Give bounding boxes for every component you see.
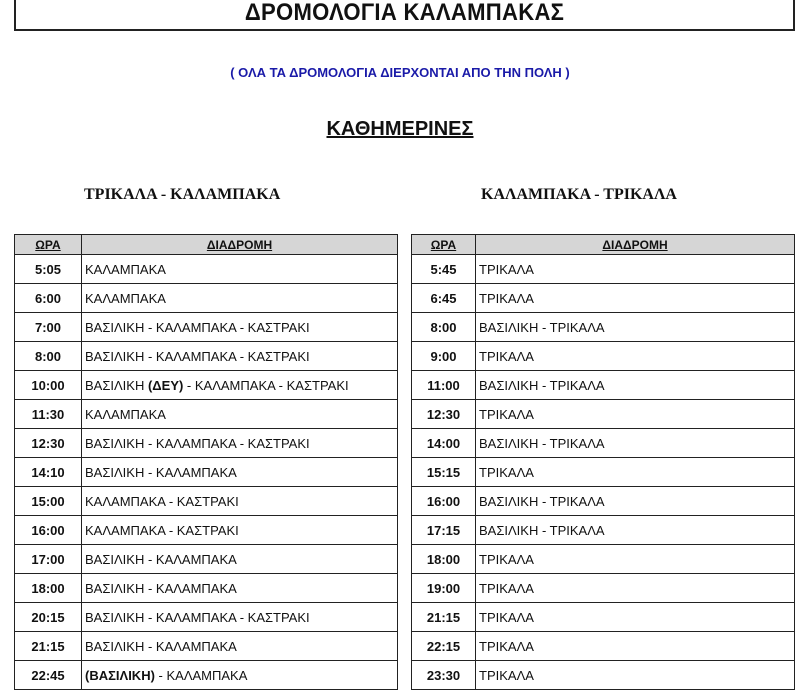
route-text: ΒΑΣΙΛΙΚΗ - ΤΡΙΚΑΛΑ: [479, 377, 605, 393]
departure-time: 17:00: [15, 545, 82, 574]
departure-time: 19:00: [412, 574, 476, 603]
route-text: ΒΑΣΙΛΙΚΗ - ΚΑΛΑΜΠΑΚΑ - ΚΑΣΤΡΑΚΙ: [85, 609, 310, 625]
route-cell: [82, 255, 398, 284]
page-title: ΔΡΟΜΟΛΟΓΙΑ ΚΑΛΑΜΠΑΚΑΣ: [244, 0, 565, 26]
departure-time: 11:00: [412, 371, 476, 400]
route-cell: [476, 516, 795, 545]
departure-time: 14:00: [412, 429, 476, 458]
route-cell: [476, 313, 795, 342]
table-row: [412, 458, 795, 487]
route-cell: [82, 342, 398, 371]
departure-time: 21:15: [15, 632, 82, 661]
departure-time: 7:00: [15, 313, 82, 342]
departure-time: 23:30: [412, 661, 476, 690]
section-heading: ΚΑΘΗΜΕΡΙΝΕΣ: [326, 118, 474, 140]
departure-time: 5:45: [412, 255, 476, 284]
route-text: ΤΡΙΚΑΛΑ: [479, 551, 534, 567]
timetable-trikala-kalampaka: [14, 234, 398, 690]
route-cell: [82, 458, 398, 487]
departure-time: 12:30: [15, 429, 82, 458]
route-cell: [82, 313, 398, 342]
route-text: ΒΑΣΙΛΙΚΗ - ΤΡΙΚΑΛΑ: [479, 435, 605, 451]
table-row: [412, 487, 795, 516]
departure-time: 18:00: [15, 574, 82, 603]
route-text: ΚΑΛΑΜΠΑΚΑ - ΚΑΣΤΡΑΚΙ: [85, 522, 239, 538]
table-row: [412, 255, 795, 284]
table-row: [412, 429, 795, 458]
route-text: ΒΑΣΙΛΙΚΗ - ΚΑΛΑΜΠΑΚΑ: [85, 464, 237, 480]
table-row: [15, 487, 398, 516]
table-row: [15, 313, 398, 342]
route-cell: [82, 632, 398, 661]
departure-time: 21:15: [412, 603, 476, 632]
route-cell: [476, 342, 795, 371]
route-cell: [82, 516, 398, 545]
route-text: ΒΑΣΙΛΙΚΗ - ΚΑΛΑΜΠΑΚΑ - ΚΑΣΤΡΑΚΙ: [85, 348, 310, 364]
departure-time: 16:00: [412, 487, 476, 516]
route-text: ΚΑΛΑΜΠΑΚΑ: [85, 406, 166, 422]
table-row: [15, 255, 398, 284]
table-row: [15, 661, 398, 690]
route-text: ΚΑΛΑΜΠΑΚΑ: [85, 261, 166, 277]
route-cell: [476, 632, 795, 661]
departure-time: 22:15: [412, 632, 476, 661]
route-cell: [476, 574, 795, 603]
table-row: [15, 574, 398, 603]
route-text: ΒΑΣΙΛΙΚΗ - ΤΡΙΚΑΛΑ: [479, 493, 605, 509]
title-box: [14, 0, 795, 31]
route-cell: [82, 487, 398, 516]
route-text: ΤΡΙΚΑΛΑ: [479, 580, 534, 596]
table-row: [412, 400, 795, 429]
timetable-kalampaka-trikala: [411, 234, 795, 690]
route-text: ΤΡΙΚΑΛΑ: [479, 609, 534, 625]
route-cell: [476, 487, 795, 516]
route-text: ΤΡΙΚΑΛΑ: [479, 638, 534, 654]
departure-time: 22:45: [15, 661, 82, 690]
table-row: [412, 284, 795, 313]
table-row: [15, 400, 398, 429]
subtitle-note: ( ΟΛΑ ΤΑ ΔΡΟΜΟΛΟΓΙΑ ΔΙΕΡΧΟΝΤΑΙ ΑΠΟ ΤΗΝ ΠΟΛΗ ): [230, 65, 570, 80]
departure-time: 9:00: [412, 342, 476, 371]
table-row: [412, 632, 795, 661]
header-route: ΔΙΑΔΡΟΜΗ: [476, 235, 795, 255]
route-cell: [82, 429, 398, 458]
route-cell: [476, 661, 795, 690]
departure-time: 17:15: [412, 516, 476, 545]
route-text: ΤΡΙΚΑΛΑ: [479, 464, 534, 480]
departure-time: 18:00: [412, 545, 476, 574]
table-row: [15, 284, 398, 313]
table-row: [412, 545, 795, 574]
direction-heading-left: ΤΡΙΚΑΛΑ - ΚΑΛΑΜΠΑΚΑ: [84, 186, 281, 203]
table-row: [412, 516, 795, 545]
route-text: ΤΡΙΚΑΛΑ: [479, 290, 534, 306]
route-cell: [476, 284, 795, 313]
table-row: [412, 342, 795, 371]
route-cell: [476, 400, 795, 429]
route-text: ΒΑΣΙΛΙΚΗ - ΚΑΛΑΜΠΑΚΑ: [85, 580, 237, 596]
direction-heading-right: ΚΑΛΑΜΠΑΚΑ - ΤΡΙΚΑΛΑ: [481, 186, 677, 203]
route-cell: [476, 458, 795, 487]
departure-time: 6:45: [412, 284, 476, 313]
departure-time: 5:05: [15, 255, 82, 284]
table-row: [412, 313, 795, 342]
table-row: [15, 632, 398, 661]
route-text: ΚΑΛΑΜΠΑΚΑ - ΚΑΣΤΡΑΚΙ: [85, 493, 239, 509]
route-text: ΤΡΙΚΑΛΑ: [479, 261, 534, 277]
table-row: [15, 342, 398, 371]
departure-time: 6:00: [15, 284, 82, 313]
table-row: [15, 603, 398, 632]
route-cell: [476, 255, 795, 284]
route-text: - ΚΑΛΑΜΠΑΚΑ - ΚΑΣΤΡΑΚΙ: [183, 377, 349, 393]
table-row: [412, 603, 795, 632]
route-text: ΤΡΙΚΑΛΑ: [479, 667, 534, 683]
route-text: ΒΑΣΙΛΙΚΗ - ΤΡΙΚΑΛΑ: [479, 522, 605, 538]
route-note-bold: (ΔΕΥ): [147, 377, 184, 393]
table-row: [412, 661, 795, 690]
route-cell: [82, 284, 398, 313]
route-cell: [476, 429, 795, 458]
table-row: [412, 574, 795, 603]
table-row: [15, 516, 398, 545]
departure-time: 14:10: [15, 458, 82, 487]
route-text: ΒΑΣΙΛΙΚΗ - ΤΡΙΚΑΛΑ: [479, 319, 605, 335]
route-cell: [82, 661, 398, 690]
header-time: ΩΡΑ: [15, 235, 82, 255]
table-row: [15, 545, 398, 574]
departure-time: 20:15: [15, 603, 82, 632]
departure-time: 11:30: [15, 400, 82, 429]
header-route: ΔΙΑΔΡΟΜΗ: [82, 235, 398, 255]
departure-time: 8:00: [15, 342, 82, 371]
departure-time: 15:00: [15, 487, 82, 516]
route-text: ΚΑΛΑΜΠΑΚΑ: [85, 290, 166, 306]
table-row: [15, 371, 398, 400]
route-text: ΤΡΙΚΑΛΑ: [479, 348, 534, 364]
table-row: [412, 371, 795, 400]
departure-time: 10:00: [15, 371, 82, 400]
departure-time: 16:00: [15, 516, 82, 545]
route-text: - ΚΑΛΑΜΠΑΚΑ: [154, 667, 248, 683]
route-text: ΒΑΣΙΛΙΚΗ - ΚΑΛΑΜΠΑΚΑ - ΚΑΣΤΡΑΚΙ: [85, 435, 310, 451]
header-time: ΩΡΑ: [412, 235, 476, 255]
route-cell: [82, 400, 398, 429]
route-text: ΒΑΣΙΛΙΚΗ: [85, 377, 148, 393]
route-cell: [82, 545, 398, 574]
departure-time: 15:15: [412, 458, 476, 487]
route-text: ΒΑΣΙΛΙΚΗ - ΚΑΛΑΜΠΑΚΑ - ΚΑΣΤΡΑΚΙ: [85, 319, 310, 335]
route-text: ΒΑΣΙΛΙΚΗ - ΚΑΛΑΜΠΑΚΑ: [85, 638, 237, 654]
route-cell: [476, 371, 795, 400]
route-cell: [82, 371, 398, 400]
route-text: ΤΡΙΚΑΛΑ: [479, 406, 534, 422]
route-cell: [476, 545, 795, 574]
table-row: [15, 458, 398, 487]
departure-time: 8:00: [412, 313, 476, 342]
route-text: ΒΑΣΙΛΙΚΗ - ΚΑΛΑΜΠΑΚΑ: [85, 551, 237, 567]
departure-time: 12:30: [412, 400, 476, 429]
route-note-bold: (ΒΑΣΙΛΙΚΗ): [85, 667, 155, 683]
table-row: [15, 429, 398, 458]
route-cell: [476, 603, 795, 632]
route-cell: [82, 574, 398, 603]
route-cell: [82, 603, 398, 632]
